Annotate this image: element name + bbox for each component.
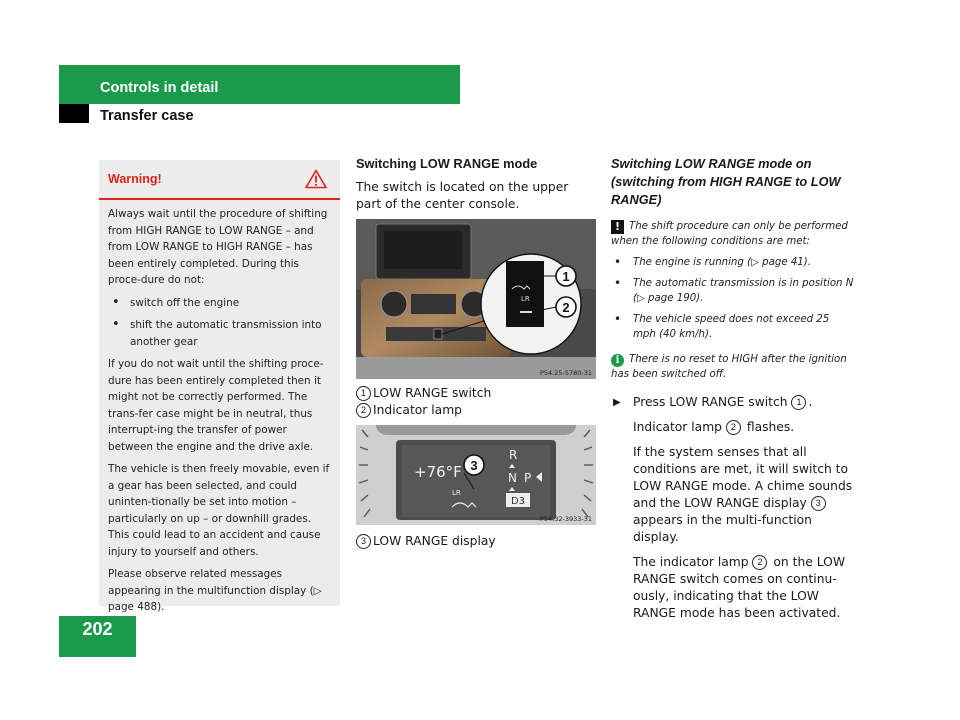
- warning-paragraph: Always wait until the procedure of shifting from HIGH RANGE to LOW RANGE – and from LOW RANGE to HIGH RANGE – has been entirely completed. During this proce-dure do not:: [108, 208, 328, 286]
- display-gear-p: P: [524, 471, 532, 485]
- warning-bullet: • shift the automatic transmission into another gear: [108, 317, 334, 350]
- note-bullet-list: [611, 255, 854, 342]
- note-text: The shift procedure can only be performed when the following conditions are met:: [611, 221, 848, 247]
- caption-text: LOW RANGE switch: [373, 386, 492, 400]
- exclamation-icon: !: [611, 220, 624, 234]
- caption-text: LOW RANGE display: [373, 534, 496, 548]
- step-text: Press LOW RANGE switch 1 .: [633, 395, 813, 409]
- switch-lr-label: LR: [521, 295, 530, 303]
- callout-number: 2: [726, 420, 741, 435]
- subsection-title: Transfer case: [100, 108, 194, 124]
- note-intro: [611, 219, 854, 249]
- note-bullet: • The engine is running (▷ page 41).: [611, 255, 854, 270]
- display-temperature: +76°F: [414, 463, 462, 481]
- callout-number: 3: [356, 534, 371, 549]
- section-heading: Switching LOW RANGE mode: [356, 156, 538, 171]
- info-note: [611, 352, 854, 382]
- image-code: P54.32-3933-31: [539, 515, 592, 523]
- warning-body: [108, 206, 334, 622]
- callout-number: 3: [811, 496, 826, 511]
- procedure-heading: Switching LOW RANGE mode on (switching from HIGH RANGE to LOW RANGE): [611, 156, 841, 207]
- warning-title: Warning!: [108, 172, 162, 186]
- callout-2: 2: [562, 300, 570, 315]
- subsection-marker: [59, 104, 89, 123]
- warning-paragraph: The vehicle is then freely movable, even if a gear has been selected, and could uninten-tionally be set into motion – particularly on up – or downhill grades. This could lead to an accident and cause injury to yourself and others.: [108, 463, 330, 558]
- page-number: 202: [82, 619, 113, 639]
- caption-text: Indicator lamp: [373, 403, 462, 417]
- warning-triangle-icon: [305, 169, 327, 189]
- step-text: The indicator lamp 2 on the LOW RANGE switch comes on continu-ously, indicating that the LOW RANGE mode has been activated.: [633, 555, 845, 620]
- info-icon: i: [611, 354, 624, 367]
- image-code: P54.25-5780-31: [539, 369, 592, 377]
- display-gear-n: N: [508, 471, 517, 485]
- center-console-image: [356, 219, 596, 379]
- warning-box: [99, 160, 340, 613]
- caption-list: [356, 385, 596, 419]
- section-title: Controls in detail: [100, 80, 219, 96]
- procedure-steps: [611, 394, 854, 622]
- callout-number: 1: [791, 395, 806, 410]
- step-arrow-icon: ▶: [613, 397, 621, 408]
- note-block: [611, 219, 854, 382]
- callout-3: 3: [470, 458, 478, 473]
- callout-1: 1: [562, 269, 570, 284]
- caption-list: [356, 533, 596, 550]
- caption-item: [356, 402, 596, 419]
- warning-paragraph: Please observe related messages appearing in the multifunction display (▷ page 488).: [108, 568, 322, 613]
- step-text: If the system senses that all conditions are met, it will switch to LOW RANGE mode. A chime sounds and the LOW RANGE display 3 appears in the multi-function display.: [633, 445, 853, 544]
- caption-item: [356, 385, 596, 402]
- callout-number: 2: [752, 555, 767, 570]
- middle-column: [356, 155, 596, 550]
- multifunction-display-image: [356, 425, 596, 525]
- info-text: There is no reset to HIGH after the ignition has been switched off.: [611, 354, 847, 380]
- callout-number: 1: [356, 386, 371, 401]
- intro-text: The switch is located on the upper part of the center console.: [356, 180, 569, 211]
- display-gear-d: D3: [510, 496, 526, 507]
- note-bullet: • The automatic transmission is in position N (▷ page 190).: [611, 276, 854, 306]
- display-lr: LR: [452, 489, 461, 497]
- step-text: Indicator lamp 2 flashes.: [633, 420, 795, 434]
- note-bullet: • The vehicle speed does not exceed 25 mph (40 km/h).: [611, 312, 854, 342]
- warning-bullet-list: [108, 295, 334, 351]
- caption-item: [356, 533, 596, 550]
- warning-paragraph: If you do not wait until the shifting proce-dure has been entirely completed then it might not be correctly performed. The trans-fer case might be in neutral, thus interrupt-ing the transfer of power between the engine and the drive axle.: [108, 358, 324, 453]
- callout-number: 2: [356, 403, 371, 418]
- right-column: [611, 155, 854, 630]
- display-gear-r: R: [509, 448, 518, 462]
- warning-bullet: • switch off the engine: [108, 295, 334, 312]
